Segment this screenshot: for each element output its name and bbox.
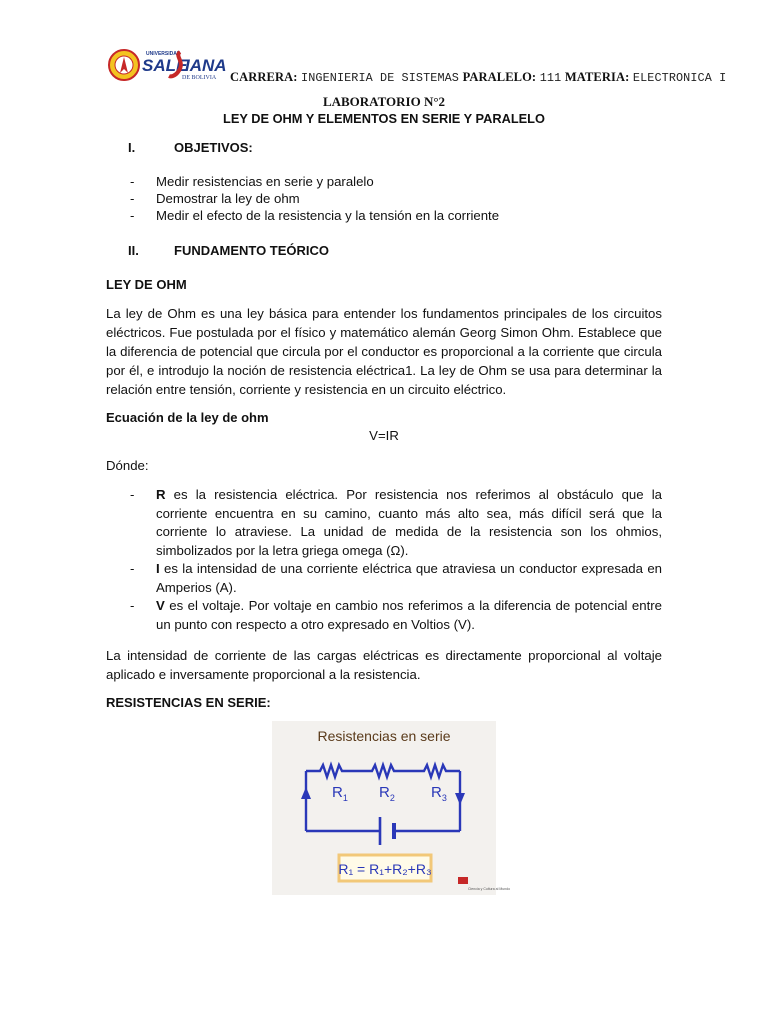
section1-number: I. [128,140,136,155]
carrera-label: CARRERA: [230,70,298,84]
closing-paragraph: La intensidad de corriente de las cargas eléctricas es directamente proporcional al voltaje aplicado e inversamente proporcional a la resistencia. [106,648,662,682]
paralelo-label: PARALELO: [462,70,537,84]
figure-title: Resistencias en serie [317,728,451,744]
r3-label: $R_3$ [431,784,447,803]
credit-logo-icon [458,877,468,884]
ohm-paragraph: La ley de Ohm es una ley básica para entender los fundamentos principales de los circuitos eléctricos. Fue postulada por el físico y matemático alemán Georg Simon Ohm. Establece que la diferencia de potencial que circula por el conductor es proporcional a la corriente que circula por él, e introdujo la noción de resistencia eléctrica1. La ley de Ohm se usa para determinar la relación entre tensión, corriente y resistencia en un circuito eléctrico. [106,306,662,397]
series-resistors-figure [272,721,511,895]
list-item: - Demostrar la ley de ohm [130,191,300,206]
series-heading: RESISTENCIAS EN SERIE: [106,695,271,710]
logo-word-a: SALE [142,56,188,75]
list-item: - R es la resistencia eléctrica. Por resistencia nos referimos al obstáculo que la corriente encuentra en su camino, cuanto más alto sea, más difícil será que la corriente lo atraviese. La unidad de medida de la resistencia son los ohmios, simbolizados por la letra griega omega (Ω). [130,487,662,558]
r2-label: $R_2$ [379,784,395,803]
list-item: - V es el voltaje. Por voltaje en cambio nos referimos a la diferencia de potencial entre un punto con respecto a otro expresado en Voltios (V). [130,598,662,632]
definition-symbol: R [156,487,166,502]
objective-text: Medir resistencias en serie y paralelo [156,174,374,189]
section2-number: II. [128,243,139,258]
definition-symbol: I [156,561,160,576]
course-info-line [230,70,726,85]
materia-label: MATERIA: [564,70,630,84]
logo-line1: UNIVERSIDAD [146,51,181,57]
definition-text: es la intensidad de una corriente eléctrica que atraviesa un conductor expresada en Amperios (A). [156,561,662,595]
objective-text: Medir el efecto de la resistencia y la tensión en la corriente [156,208,500,223]
list-item: - I es la intensidad de una corriente eléctrica que atraviesa un conductor expresada en Amperios (A). [130,561,662,595]
definitions-list [130,486,662,634]
logo-word-b: IANA [185,56,227,75]
ohm-heading: LEY DE OHM [106,277,187,292]
where-label: Dónde: [106,458,149,473]
list-item: - Medir el efecto de la resistencia y la tensión en la corriente [130,208,500,223]
lab-subtitle: LEY DE OHM Y ELEMENTOS EN SERIE Y PARALELO [223,111,545,126]
carrera-value: INGENIERIA DE SISTEMAS [301,71,459,85]
figure-credit: Ciencia y Cultura al Mundo [468,887,511,891]
section1-title: OBJETIVOS: [174,140,253,155]
r1-label: $R_1$ [332,784,348,803]
ohm-equation: V=IR [369,428,399,443]
definition-text: es la resistencia eléctrica. Por resistencia nos referimos al obstáculo que la corriente encuentra en su camino, cuanto más alto sea, más difícil será que la corriente lo atraviese. La unidad de medida de la resistencia son los ohmios, simbolizados por la letra griega omega (Ω). [156,487,662,558]
university-logo [108,46,227,84]
materia-value: ELECTRONICA I [632,71,727,85]
series-formula: R₁ = R₁+R₂+R₃ [338,861,432,877]
logo-sub: DE BOLIVIA [182,75,217,81]
list-item: - Medir resistencias en serie y paralelo [130,174,374,189]
objectives-list [130,173,499,224]
lab-title: LABORATORIO N°2 [322,94,446,109]
definition-text: es el voltaje. Por voltaje en cambio nos referimos a la diferencia de potencial entre un punto con respecto a otro expresado en Voltios (V). [156,598,662,632]
section2-title: FUNDAMENTO TEÓRICO [174,243,330,258]
equation-heading: Ecuación de la ley de ohm [106,410,269,425]
definition-symbol: V [156,598,165,613]
objective-text: Demostrar la ley de ohm [156,191,300,206]
paralelo-value: 111 [539,71,562,85]
